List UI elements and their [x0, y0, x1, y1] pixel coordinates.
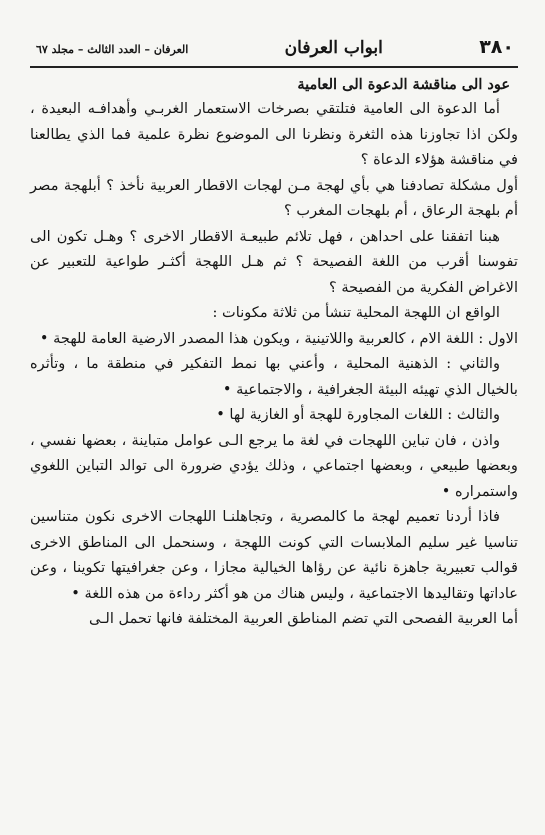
paragraph-intro: أما الدعوة الى العامية فتلتقي بصرخات الاستعمار الغربـي وأهدافـه البعيدة ، ولكن اذا تجاوزنا هذه الثغرة ونظرنا الى الموضوع نظرة علمية فما الذي يطالعنا في مناقشة هؤلاء الدعاة ؟ [30, 100, 518, 168]
page-number: ٣٨٠ [479, 36, 514, 58]
paragraph-suppose: هبنا اتفقنا على احداهن ، فهل تلائم طبيعـة الاقطار الاخرى ؟ وهـل تكون الى تفوسنا أقرب من اللغة الفصيحة ؟ ثم هـل اللهجة أكثـر طواعية للتعبير عن الاغراض الفكرية من الفصيحة ؟ [30, 227, 518, 296]
running-title: ابواب العرفان [284, 38, 383, 58]
article-body [30, 96, 518, 632]
paragraph-components-intro: الواقع ان اللهجة المحلية تنشأ من ثلاثة مكونات : [212, 304, 500, 321]
paragraph-dialect-divergence: واذن ، فان تباين اللهجات في لغة ما يرجع الـى عوامل متباينة ، بعضها نفسي ، وبعضها طبيعي ، وبعضها اجتماعي ، وذلك يؤدي ضرورة الى توالد التباين اللغوي واستمراره • [30, 431, 518, 500]
paragraph-which-dialect: أول مشكلة تصادفنا هي بأي لهجة مـن لهجات الاقطار العربية نأخذ ؟ أبلهجة مصر أم بلهجة الرعاق ، أم بلهجات المغرب ؟ [30, 176, 518, 219]
section-title: عود الى مناقشة الدعوة الى العامية [297, 76, 510, 93]
paragraph-third-component: والثالث : اللغات المجاورة للهجة أو الغازية لها • [216, 406, 500, 423]
paragraph-first-component: الاول : اللغة الام ، كالعربية واللاتينية ، ويكون هذا المصدر الارضية العامة للهجة • [39, 329, 518, 347]
paragraph-fusha: أما العربية الفصحى التي تضم المناطق العربية المختلفة فانها تحمل الـى [88, 610, 518, 627]
paragraph-generalization: فاذا أردنا تعميم لهجة ما كالمصرية ، وتجاهلنـا اللهجات الاخرى نكون متناسين تناسيا غير سليم الملابسات التي كونت اللهجة ، وسنحمل الى المناطق الاخرى قوالب تعبيرية جاهزة نائية عن رؤاها الخيالية مجازا ، وعن جغرافيتها تكوينا ، وعن عاداتها وتقاليدها الاجتماعية ، وليس هناك من هو أكثر رداءة من هذه اللغة • [30, 508, 518, 602]
journal-info: العرفان – العدد الثالث – مجلد ٦٧ [36, 43, 189, 56]
paragraph-second-component: والثاني : الذهنية المحلية ، وأعني بها نمط التفكير في منطقة ما ، وتأثره بالخيال الذي تهيئه البيئة الجغرافية ، والاجتماعية • [30, 355, 518, 398]
page-header [30, 36, 518, 68]
